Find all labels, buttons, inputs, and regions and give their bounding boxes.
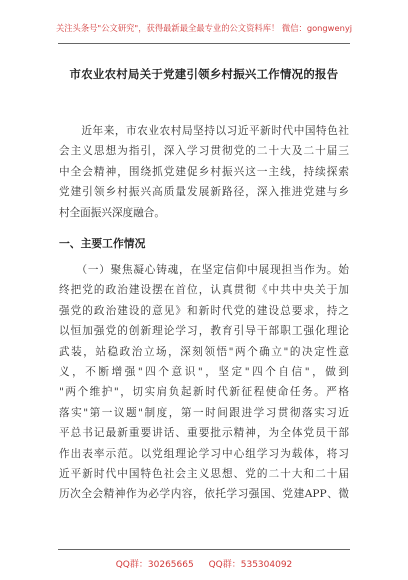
paragraph-line: 强党的政治建设的意见》和新时代党的建设总要求，持之 — [59, 304, 349, 317]
qq-group-1: QQ群：30265665 — [115, 560, 194, 570]
paragraph-line: 中全会精神，围绕抓党建促乡村振兴这一主线，持续探索 — [59, 165, 349, 178]
paragraph-line: 武装，站稳政治立场，深刻领悟"两个确立"的决定性意 — [59, 345, 349, 358]
paragraph-line: 作出表率示范。以党组理论学习中心组学习为载体，将习 — [59, 447, 349, 460]
footer-rule — [58, 549, 350, 550]
section-heading: 一、主要工作情况 — [59, 237, 146, 250]
paragraph-line: 平总书记最新重要讲话、重要批示精神，为全体党员干部 — [59, 427, 349, 440]
paragraph-line: 近平新时代中国特色社会主义思想、党的二十大和二十届 — [59, 467, 349, 480]
promo-banner: 关注头条号"公文研究"，获得最新最全最专业的公文资料库！ 微信：gongwenyj — [55, 23, 353, 33]
paragraph-line: 落实"第一议题"制度，第一时间跟进学习贯彻落实习近 — [59, 406, 349, 419]
paragraph-line: 终把党的政治建设摆在首位，认真贯彻《中共中央关于加 — [59, 284, 349, 297]
paragraph-line: 会主义思想为指引，深入学习贯彻党的二十大及二十届三 — [59, 145, 349, 158]
paragraph-line: 历次全会精神作为必学内容，依托学习强国、党建APP、微 — [59, 488, 349, 501]
document-title: 市农业农村局关于党建引领乡村振兴工作情况的报告 — [69, 67, 339, 81]
paragraph-line: 近年来，市农业农村局坚持以习近平新时代中国特色社 — [59, 125, 349, 137]
header-rule — [58, 43, 350, 44]
qq-group-2: QQ群：535304092 — [208, 560, 293, 570]
intro-paragraph — [59, 121, 349, 223]
paragraph-line: 以恒加强党的创新理论学习，教育引导干部职工强化理论 — [59, 325, 349, 338]
section-paragraph — [59, 260, 349, 505]
paragraph-line: 党建引领乡村振兴高质量发展新路径，深入推进党建与乡 — [59, 186, 349, 199]
paragraph-line: 村全面振兴深度融合。 — [59, 206, 165, 219]
paragraph-line: "两个维护"，切实肩负起新时代新征程使命任务。严格 — [59, 386, 349, 399]
footer-contacts — [0, 557, 408, 570]
paragraph-line: （一）聚焦凝心铸魂，在坚定信仰中展现担当作为。始 — [59, 264, 349, 276]
paragraph-line: 义，不断增强"四个意识"，坚定"四个自信"，做到 — [59, 365, 349, 378]
